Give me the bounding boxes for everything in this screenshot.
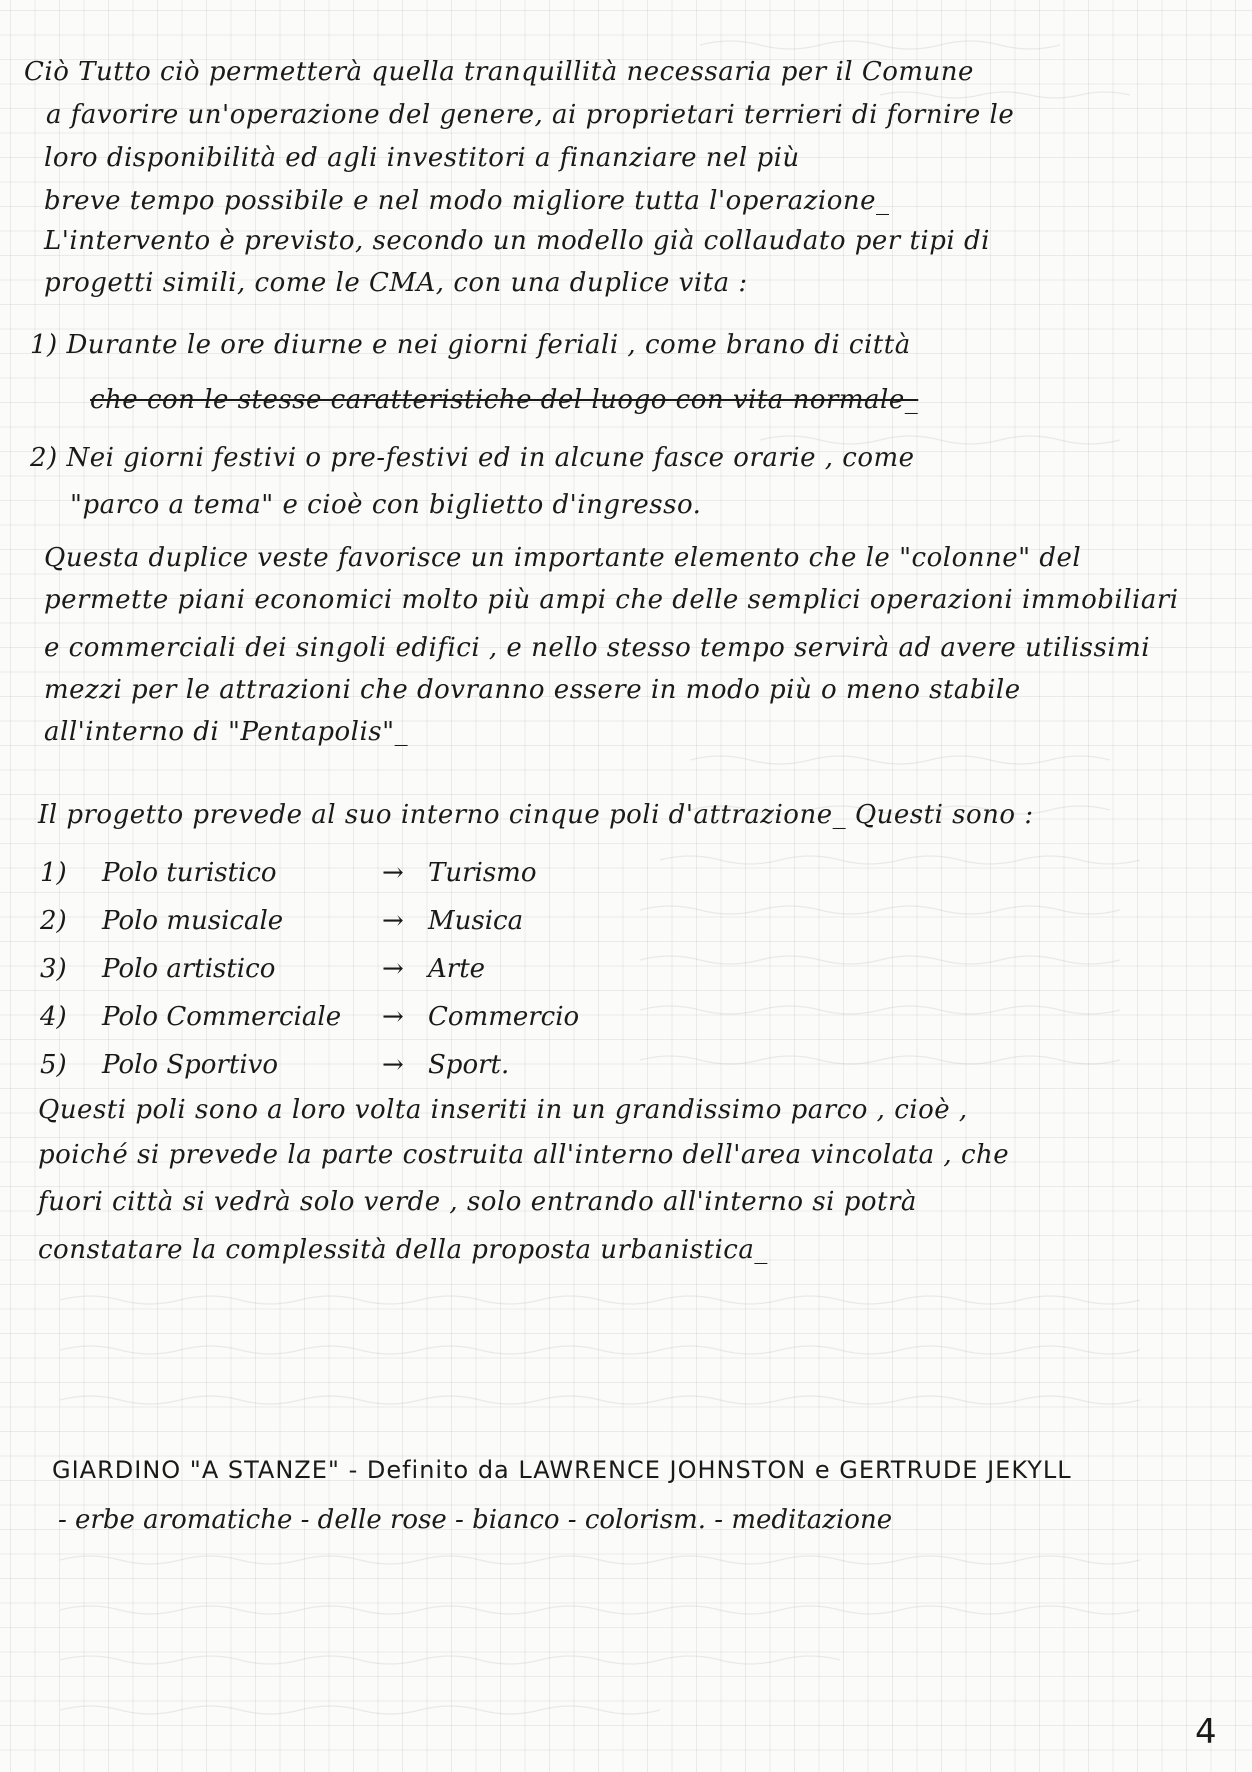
text-line: Ciò Tutto ciò permetterà quella tranquillità necessaria per il Comune	[24, 57, 974, 87]
arrow-right-icon: →	[382, 954, 404, 984]
text-line: a favorire un'operazione del genere, ai proprietari terrieri di fornire le	[46, 100, 1015, 130]
text-line: loro disponibilità ed agli investitori a finanziare nel più	[44, 143, 800, 173]
text-line: breve tempo possibile e nel modo migliore tutta l'operazione_	[44, 186, 890, 216]
polo-name: Polo artistico	[102, 954, 276, 984]
polo-number: 2)	[40, 906, 67, 936]
polo-item	[40, 1002, 640, 1050]
polo-number: 1)	[40, 858, 67, 888]
polo-target: Sport.	[428, 1050, 510, 1080]
text-line: Questi poli sono a loro volta inseriti in un grandissimo parco , cioè ,	[38, 1095, 968, 1125]
garden-note-heading: GIARDINO "A STANZE" - Definito da LAWRENCE JOHNSTON e GERTRUDE JEKYLL	[52, 1456, 1072, 1484]
list-item: 1) Durante le ore diurne e nei giorni feriali , come brano di città	[30, 330, 911, 360]
polo-name: Polo Sportivo	[102, 1050, 278, 1080]
polo-name: Polo turistico	[102, 858, 277, 888]
polo-number: 4)	[40, 1002, 67, 1032]
polo-name: Polo Commerciale	[102, 1002, 342, 1032]
polo-target: Commercio	[428, 1002, 580, 1032]
list-item: "parco a tema" e cioè con biglietto d'ingresso.	[70, 490, 702, 520]
polo-name: Polo musicale	[102, 906, 284, 936]
text-line: progetti simili, come le CMA, con una duplice vita :	[44, 268, 748, 298]
page-number: 4	[1195, 1712, 1217, 1752]
garden-note-details: - erbe aromatiche - delle rose - bianco - colorism. - meditazione	[58, 1505, 893, 1535]
struck-line: che con le stesse caratteristiche del luogo con vita normale_	[90, 385, 919, 415]
arrow-right-icon: →	[382, 858, 404, 888]
text-line: permette piani economici molto più ampi che delle semplici operazioni immobiliari	[44, 585, 1179, 615]
polo-number: 3)	[40, 954, 67, 984]
polo-target: Arte	[428, 954, 486, 984]
text-line: e commerciali dei singoli edifici , e nello stesso tempo servirà ad avere utilissimi	[44, 633, 1151, 663]
polo-target: Turismo	[428, 858, 537, 888]
polo-item	[40, 954, 640, 1002]
arrow-right-icon: →	[382, 1050, 404, 1080]
poli-list	[40, 858, 640, 1098]
arrow-right-icon: →	[382, 1002, 404, 1032]
text-line: mezzi per le attrazioni che dovranno essere in modo più o meno stabile	[44, 675, 1021, 705]
poli-intro: Il progetto prevede al suo interno cinque poli d'attrazione_ Questi sono :	[38, 800, 1034, 830]
text-line: fuori città si vedrà solo verde , solo entrando all'interno si potrà	[38, 1187, 917, 1217]
list-item: 2) Nei giorni festivi o pre-festivi ed in alcune fasce orarie , come	[30, 443, 915, 473]
polo-number: 5)	[40, 1050, 67, 1080]
polo-target: Musica	[428, 906, 524, 936]
text-line: Questa duplice veste favorisce un importante elemento che le "colonne" del	[44, 543, 1082, 573]
arrow-right-icon: →	[382, 906, 404, 936]
text-line: constatare la complessità della proposta urbanistica_	[38, 1235, 768, 1265]
text-line: poiché si prevede la parte costruita all'interno dell'area vincolata , che	[38, 1140, 1010, 1170]
text-line: L'intervento è previsto, secondo un modello già collaudato per tipi di	[44, 226, 990, 256]
polo-item	[40, 906, 640, 954]
polo-item	[40, 858, 640, 906]
text-line: all'interno di "Pentapolis"_	[44, 717, 409, 747]
